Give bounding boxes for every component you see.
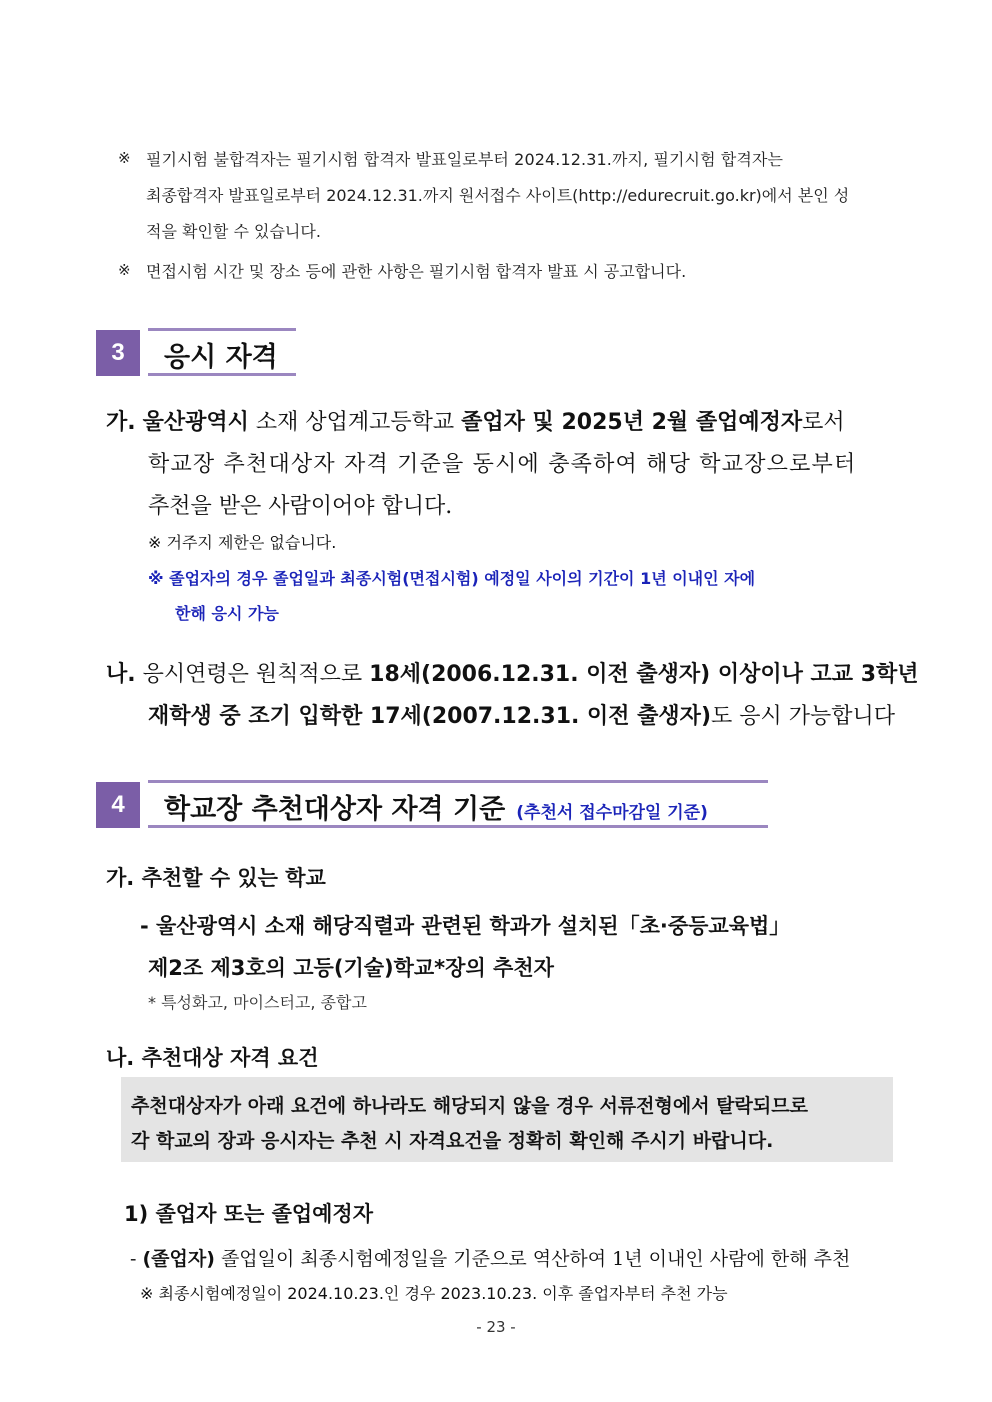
graduate-example-note	[140, 1286, 728, 1302]
note-mark: ※	[148, 569, 164, 588]
section-title: 학교장 추천대상자 자격 기준	[164, 794, 506, 825]
warning-box	[121, 1077, 893, 1162]
note-text: 최종시험예정일이 2024.10.23.인 경우 2023.10.23. 이후 졸업자부터 추천 가능	[158, 1284, 728, 1303]
section-title: 응시 자격	[164, 342, 278, 373]
section4-na-title	[106, 1042, 319, 1072]
note-text: 거주지 제한은 없습니다.	[166, 533, 337, 552]
note-text: 한해 응시 가능	[175, 604, 279, 623]
section-title-frame	[148, 780, 768, 828]
note-text: 면접시험 시간 및 장소 등에 관한 사항은 필기시험 합격자 발표 시 공고합니다.	[146, 262, 687, 281]
section3-na	[106, 657, 919, 688]
body-text: 제2조 제3호의 고등(기술)학교*장의 추천자	[148, 956, 554, 980]
emphasis-text: 울산광역시	[142, 410, 249, 435]
section3-na-line2	[148, 699, 895, 730]
body-text: 응시연령은 원칙적으로	[135, 662, 370, 687]
note-text: 필기시험 불합격자는 필기시험 합격자 발표일로부터 2024.12.31.까지, 필기시험 합격자는	[146, 150, 784, 169]
section-title-frame	[148, 328, 296, 376]
warning-text: 추천대상자가 아래 요건에 하나라도 해당되지 않을 경우 서류전형에서 탈락되므로	[131, 1095, 808, 1117]
item-label: 가.	[106, 410, 136, 435]
body-text: 도 응시 가능합니다	[711, 704, 896, 729]
note-text: 최종합격자 발표일로부터 2024.12.31.까지 원서접수 사이트(http://edurecruit.go.kr)에서 본인 성	[146, 186, 850, 205]
item-label: 가.	[106, 866, 135, 890]
item-label: 나.	[106, 662, 136, 687]
note-mark: ※	[118, 149, 131, 167]
note-text: 졸업자의 경우 졸업일과 최종시험(면접시험) 예정일 사이의 기간이 1년 이내인 자에	[169, 569, 756, 588]
body-text: 졸업일이 최종시험예정일을 기준으로 역산하여 1년 이내인 사람에 한해 추천	[214, 1248, 851, 1270]
graduate-rule	[130, 1244, 850, 1271]
note-text: 적을 확인할 수 있습니다.	[146, 222, 321, 241]
note-mark: ※	[118, 261, 131, 279]
section-number-badge: 3	[96, 330, 140, 376]
section-title-note: (추천서 접수마감일 기준)	[516, 803, 708, 823]
item-title: 추천할 수 있는 학교	[141, 866, 326, 890]
section-number-badge: 4	[96, 782, 140, 828]
subsection-title: 1) 졸업자 또는 졸업예정자	[124, 1202, 374, 1226]
item-label: 나.	[106, 1046, 135, 1070]
emphasis-text: 졸업자 및 2025년 2월 졸업예정자	[461, 410, 803, 435]
section4-ga-title	[106, 862, 326, 892]
note-mark: ※	[140, 1284, 154, 1303]
residence-note	[148, 535, 336, 551]
body-text: 추천을 받은 사람이어야 합니다.	[148, 494, 453, 519]
warning-text: 각 학교의 장과 응시자는 추천 시 자격요건을 정확히 확인해 주시기 바랍니다.	[131, 1130, 774, 1152]
emphasis-text: (졸업자)	[142, 1248, 215, 1270]
graduate-note	[148, 571, 755, 587]
bullet-dash: -	[130, 1248, 143, 1270]
page-number: - 23 -	[476, 1318, 516, 1336]
item-title: 추천대상 자격 요건	[141, 1046, 319, 1070]
body-text: 로서	[802, 410, 845, 435]
body-text: 학교장 추천대상자 자격 기준을 동시에 충족하여 해당 학교장으로부터	[148, 452, 857, 477]
emphasis-text: 재학생 중 조기 입학한 17세(2007.12.31. 이전 출생자)	[148, 704, 711, 729]
section3-ga	[106, 405, 845, 436]
body-text: 소재 상업계고등학교	[248, 410, 462, 435]
section-title-row	[164, 787, 708, 826]
emphasis-text: 18세(2006.12.31. 이전 출생자) 이상이나 고교 3학년	[369, 662, 919, 687]
school-types-footnote: * 특성화고, 마이스터고, 종합고	[148, 993, 367, 1012]
body-text: - 울산광역시 소재 해당직렬과 관련된 학과가 설치된「초·중등교육법」	[140, 914, 791, 938]
note-mark: ※	[148, 533, 162, 552]
